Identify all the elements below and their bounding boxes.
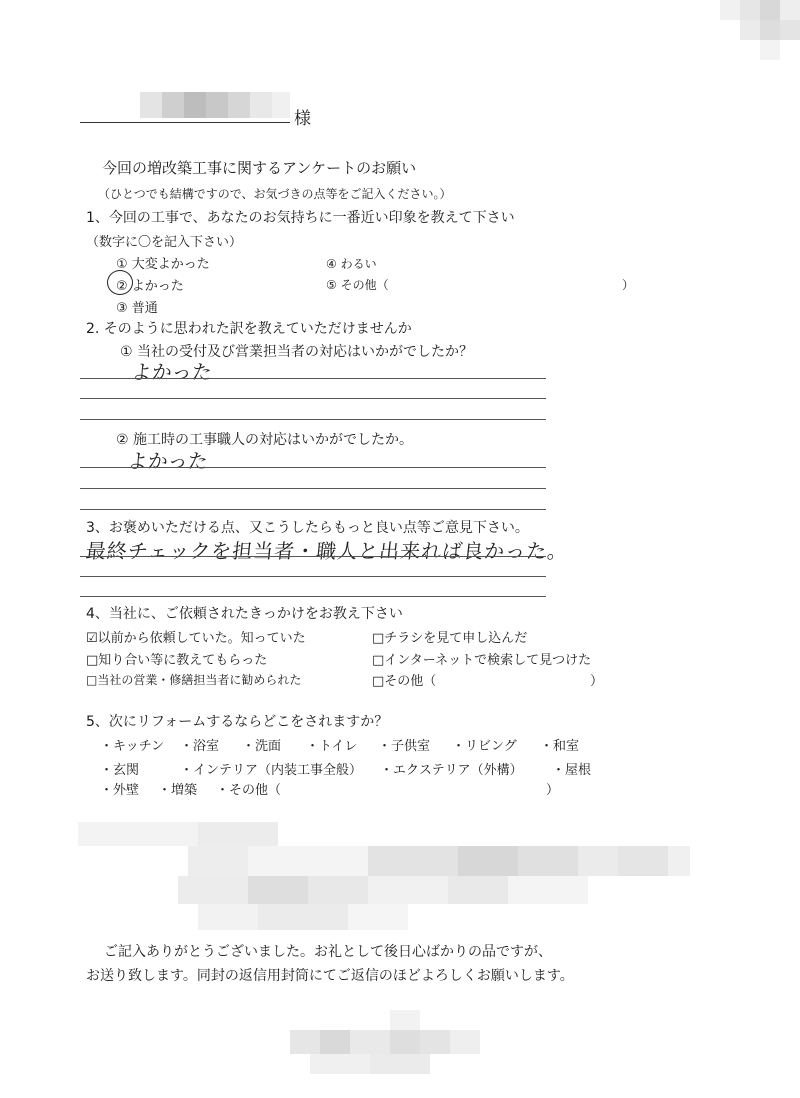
honorific: 様: [294, 109, 311, 129]
q5-option-exterior: ・エクステリア（外構）: [380, 763, 523, 778]
survey-subtitle: （ひとつでも結構ですので、お気づきの点等をご記入ください。）: [98, 187, 452, 201]
footer-line-2: お送り致します。同封の返信用封筒にてご返信のほどよろしくお願いします。: [86, 968, 574, 984]
q1-option-2: ② よかった: [116, 279, 184, 294]
q1-option-4: ④ わるい: [326, 257, 377, 271]
q3-answer-line: [80, 576, 546, 577]
q5-option-extension: ・増築: [158, 783, 198, 798]
q4-option-other-close: ）: [590, 674, 604, 689]
q4-option-other: □その他（: [372, 674, 437, 689]
q4-option-sales-rep: □当社の営業・修繕担当者に勧められた: [86, 673, 302, 687]
q5-option-other-close: ）: [546, 783, 560, 798]
redaction-mosaic-company: [78, 822, 690, 930]
q2-sub1: ① 当社の受付及び営業担当者の対応はいかがでしたか？: [120, 344, 473, 360]
q5-option-other: ・その他（: [216, 783, 282, 798]
survey-title: 今回の増改築工事に関するアンケートのお願い: [102, 159, 417, 177]
q5-option-living: ・リビング: [452, 739, 517, 754]
q4-option-internet: □インターネットで検索して見つけた: [372, 653, 592, 668]
q1-option-5: ⑤ その他（: [326, 278, 389, 292]
q2-question: 2. そのように思われた訳を教えていただけませんか: [86, 321, 412, 337]
q5-option-entrance: ・玄関: [100, 763, 140, 778]
q3-answer-line: [80, 596, 546, 597]
q3-answer-line: [80, 556, 546, 557]
q2-answer2-line: [80, 488, 546, 489]
q2-answer1-line: [80, 419, 546, 420]
redaction-mosaic-top-right: [720, 0, 800, 60]
redaction-mosaic-bottom: [290, 1010, 480, 1074]
q4-question: 4、当社に、ご依頼されたきっかけをお教え下さい: [86, 606, 403, 622]
q1-option-3: ③ 普通: [116, 301, 158, 316]
q2-answer1-line: [80, 398, 546, 399]
q3-question: 3、お褒めいただける点、又こうしたらもっと良い点等ご意見下さい。: [86, 520, 529, 536]
q5-option-toilet: ・トイレ: [306, 739, 358, 754]
q1-question: 1、今回の工事で、あなたのお気持ちに一番近い印象を教えて下さい: [86, 210, 515, 226]
q2-answer2-line: [80, 467, 546, 468]
q1-instruction: （数字に〇を記入下さい）: [86, 235, 243, 250]
q2-answer2-line: [80, 509, 546, 510]
q5-option-kitchen: ・キッチン: [100, 739, 165, 754]
q4-option-acquaintance: □知り合い等に教えてもらった: [86, 653, 268, 668]
q4-option-known-before: ☑以前から依頼していた。知っていた: [86, 631, 306, 646]
q5-question: 5、次にリフォームするならどこをされますか？: [86, 714, 389, 730]
q2-sub2: ② 施工時の工事職人の対応はいかがでしたか。: [116, 432, 413, 448]
q3-answer-handwritten: 最終チェックを担当者・職人と出来れば良かった。: [84, 539, 570, 563]
q5-option-bathroom: ・浴室: [180, 739, 220, 754]
name-underline: [80, 122, 290, 123]
q5-option-outer-wall: ・外壁: [100, 783, 140, 798]
footer-line-1: ご記入ありがとうございました。お礼として後日心ばかりの品ですが、: [104, 944, 552, 960]
q4-option-flyer: □チラシを見て申し込んだ: [372, 631, 528, 646]
q5-option-interior: ・インテリア（内装工事全般）: [180, 763, 363, 778]
q2-answer2-handwritten: よかった: [126, 449, 210, 473]
q5-option-roof: ・屋根: [552, 763, 592, 778]
q5-option-washroom: ・洗面: [242, 739, 282, 754]
q2-answer1-handwritten: よかった: [130, 360, 214, 384]
q1-option-5-close: ）: [622, 278, 635, 292]
q5-option-kids-room: ・子供室: [378, 739, 431, 754]
q5-option-japanese-room: ・和室: [540, 739, 580, 754]
redacted-customer-name: [140, 92, 290, 118]
q2-answer1-line: [80, 378, 546, 379]
q1-selected-circle: [107, 270, 133, 295]
q1-option-1: ① 大変よかった: [116, 257, 210, 272]
